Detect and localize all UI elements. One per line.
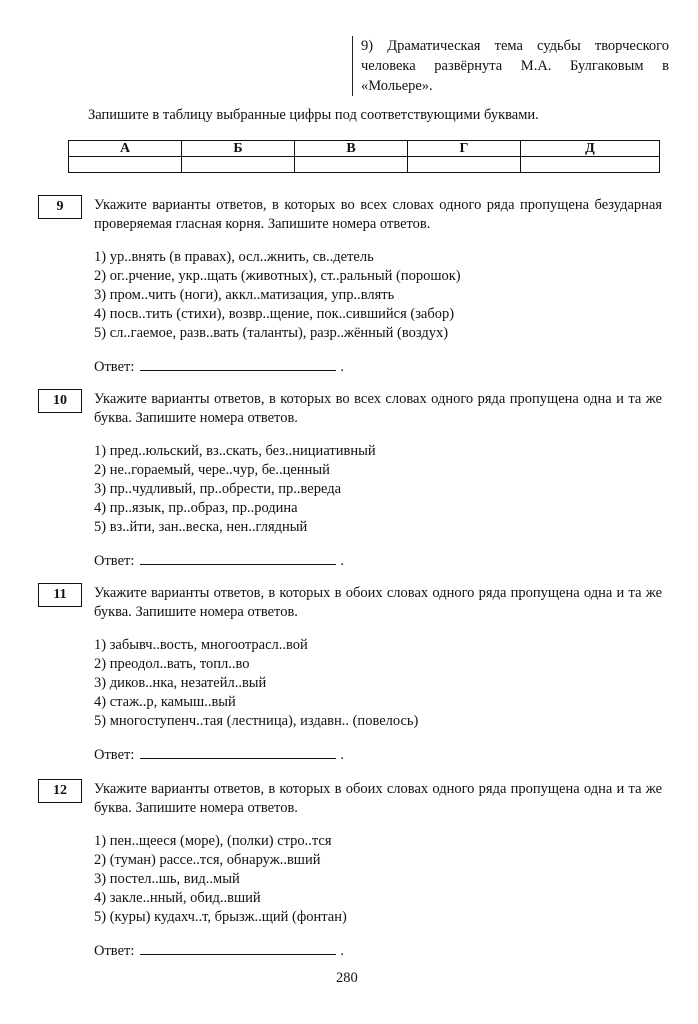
option-item: 3) диков..нка, незатейл..вый xyxy=(94,675,267,691)
header-v: В xyxy=(295,141,408,157)
answer-table xyxy=(68,140,660,173)
table-instruction: Запишите в таблицу выбранные цифры под соответствующими буквами. xyxy=(88,107,539,123)
option-item: 1) пен..щееся (море), (полки) стро..тся xyxy=(94,833,332,849)
answer-input-line[interactable] xyxy=(140,941,336,955)
options-list xyxy=(94,442,376,537)
answer-label: Ответ: xyxy=(94,553,135,569)
question-number-box: 12 xyxy=(38,779,82,803)
option-item: 4) пр..язык, пр..образ, пр..родина xyxy=(94,500,298,516)
answer-field: Ответ: . xyxy=(94,747,344,763)
option-item: 2) ог..рчение, укр..щать (животных), ст..ральный (порошок) xyxy=(94,268,461,284)
question-text: Укажите варианты ответов, в которых в обоих словах одного ряда пропущена одна и та же буква. Запишите номера ответов. xyxy=(94,585,662,620)
question-number-box: 11 xyxy=(38,583,82,607)
question-text: Укажите варианты ответов, в которых во всех словах одного ряда пропущена безударная проверяемая гласная корня. Запишите номера ответов. xyxy=(94,197,662,232)
answer-label: Ответ: xyxy=(94,943,135,959)
question-number-box: 10 xyxy=(38,389,82,413)
option-item: 2) не..гораемый, чере..чур, бе..ценный xyxy=(94,462,330,478)
answer-input-line[interactable] xyxy=(140,745,336,759)
option-item: 4) закле..нный, обид..вший xyxy=(94,890,261,906)
options-list xyxy=(94,248,461,343)
header-a: А xyxy=(69,141,182,157)
answer-field: Ответ: . xyxy=(94,359,344,375)
question-text: Укажите варианты ответов, в которых во всех словах одного ряда пропущена одна и та же буква. Запишите номера ответов. xyxy=(94,391,662,426)
option-item: 5) вз..йти, зан..веска, нен..глядный xyxy=(94,519,308,535)
options-list xyxy=(94,636,418,731)
question-text: Укажите варианты ответов, в которых в обоих словах одного ряда пропущена одна и та же буква. Запишите номера ответов. xyxy=(94,781,662,816)
option-item: 3) пром..чить (ноги), аккл..матизация, упр..влять xyxy=(94,287,395,303)
answer-cell-g[interactable] xyxy=(408,157,521,173)
option-item: 5) сл..гаемое, разв..вать (таланты), разр..жённый (воздух) xyxy=(94,325,449,341)
continuation-item: 9) Драматическая тема судьбы творческого человека развёрнута М.А. Булгаковым в «Мольере». xyxy=(352,36,669,96)
answer-cell-a[interactable] xyxy=(69,157,182,173)
header-g: Г xyxy=(408,141,521,157)
option-item: 3) пр..чудливый, пр..обрести, пр..вереда xyxy=(94,481,342,497)
page-number: 280 xyxy=(336,970,358,986)
option-item: 1) забывч..вость, многоотрасл..вой xyxy=(94,637,308,653)
answer-field: Ответ: . xyxy=(94,553,344,569)
option-item: 3) постел..шь, вид..мый xyxy=(94,871,240,887)
answer-cell-d[interactable] xyxy=(521,157,660,173)
answer-cell-v[interactable] xyxy=(295,157,408,173)
option-item: 5) многоступенч..тая (лестница), издавн.. (повелось) xyxy=(94,713,419,729)
answer-table-input-row xyxy=(69,157,660,173)
header-b: Б xyxy=(182,141,295,157)
header-d: Д xyxy=(521,141,660,157)
option-item: 2) (туман) рассе..тся, обнаруж..вший xyxy=(94,852,321,868)
option-item: 1) пред..юльский, вз..скать, без..нициативный xyxy=(94,443,376,459)
options-list xyxy=(94,832,347,927)
option-item: 4) стаж..р, камыш..вый xyxy=(94,694,236,710)
answer-cell-b[interactable] xyxy=(182,157,295,173)
answer-table-header xyxy=(69,141,660,157)
answer-label: Ответ: xyxy=(94,359,135,375)
answer-field: Ответ: . xyxy=(94,943,344,959)
answer-label: Ответ: xyxy=(94,747,135,763)
answer-input-line[interactable] xyxy=(140,357,336,371)
option-item: 1) ур..внять (в правах), осл..жнить, св..детель xyxy=(94,249,374,265)
question-number-box: 9 xyxy=(38,195,82,219)
option-item: 5) (куры) кудахч..т, брызж..щий (фонтан) xyxy=(94,909,347,925)
option-item: 4) посв..тить (стихи), возвр..щение, пок..сившийся (забор) xyxy=(94,306,455,322)
option-item: 2) преодол..вать, топл..во xyxy=(94,656,250,672)
answer-input-line[interactable] xyxy=(140,551,336,565)
